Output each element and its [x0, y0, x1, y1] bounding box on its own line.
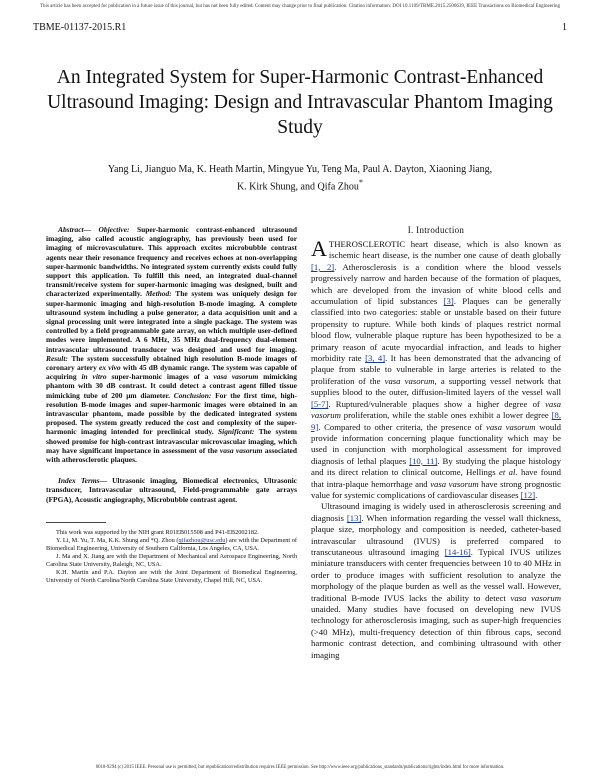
- citation[interactable]: [12]: [520, 489, 536, 500]
- affiliation-footnote-unc: K.H. Martin and P.A. Dayton are with the Joint Department of Biomedical Engineering, University of North Carolina/North Carolina State University, Chapel Hill, NC, USA.: [46, 568, 297, 584]
- citation[interactable]: [1, 2]: [311, 261, 335, 272]
- email-link[interactable]: qifazhou@usc.edu: [178, 536, 226, 544]
- paper-title: An Integrated System for Super-Harmonic Contrast-Enhanced Ultrasound Imaging: Design and Intravascular Phantom Imaging Study: [47, 67, 553, 138]
- affiliation-footnote-usc: Y. Li, M. Yu, T. Ma, K.K. Shung and *Q. Zhou (qifazhou@usc.edu) are with the Department of Biomedical Engineering, University of Southern California, Los Angeles, CA, USA.: [46, 536, 297, 552]
- drop-cap: A: [311, 236, 327, 261]
- citation[interactable]: [13]: [346, 512, 362, 523]
- citation[interactable]: [5-7]: [311, 398, 329, 409]
- citation[interactable]: [14-16]: [444, 546, 471, 557]
- author-line-2: K. Kirk Shung, and Qifa Zhou*: [236, 178, 364, 193]
- method-label: Method:: [145, 289, 172, 299]
- citation[interactable]: [3, 4]: [365, 353, 386, 364]
- funding-footnote: This work was supported by the NIH grant R01EB015508 and P41-EB2002182.: [56, 528, 259, 536]
- citation[interactable]: [10, 11]: [409, 455, 438, 466]
- affiliation-footnote-ncsu: J. Ma and X. Jiang are with the Department of Mechanical and Aerospace Engineering, North Carolina State University, Raleigh, NC, USA.: [46, 552, 297, 568]
- footnotes: [46, 529, 297, 585]
- abstract: Abstract— Objective: Super-harmonic contrast-enhanced ultrasound imaging, also called acoustic angiography, has previously been used for imaging of microvasculature. This approach excites microbubble contrast agents near their resonance frequency and receives echoes at non-overlapping super-harmonic bandwidths. No integrated system currently exists could fully support this application. To fulfill this need, an integrated dual-channel transmit/receive system for super-harmonic imaging was designed, built and characterized experimentally. Method: The system was uniquely design for super-harmonic imaging and high-resolution B-mode imaging. A complete ultrasound system including a pulse generator, a data acquisition unit and a signal processing unit were integrated into a single package. The system was controlled by a field programmable gate array, on which multiple user-defined modes were implemented. A 6 MHz, 35 MHz dual-frequency dual-element intravascular ultrasound transducer was designed and used for imaging. Result: The system successfully obtained high resolution B-mode images of coronary artery ex vivo with 45 dB dynamic range. The system was capable of acquiring in vitro super-harmonic images of a vasa vasorum mimicking phantom with 30 dB contrast. It could detect a contrast agent filled tissue mimicking tube of 200 μm diameter. Conclusion: For the first time, high-resolution B-mode images and super-harmonic images were obtained in an intravascular phantom, made possible by the dedicated integrated system proposed. The system greatly reduced the cost and complexity of the super-harmonic imaging intended for preclinical study. Significant: The system showed promise for high-contrast intravascular microvascular imaging, which may have significant importance in assessment of the vasa vasorum associated with atherosclerotic plaques.: [46, 225, 298, 465]
- left-column: [46, 225, 297, 585]
- objective-label: Objective:: [98, 225, 130, 234]
- copyright-footer: 0018-9294 (c) 2015 IEEE. Personal use is permitted, but republication/redistribution requires IEEE permission. See http://www.ieee.org/publications_standards/publications/rights/index.html for more information.: [95, 765, 505, 770]
- manuscript-id: TBME-01137-2015.R1: [33, 22, 127, 33]
- index-terms: Index Terms— Ultrasonic imaging, Biomedical electronics, Ultrasonic transducer, Intravascular ultrasound, Field-programmable gate arrays (FPGA), Acoustic angiography, Microbubble contrast agent.: [46, 476, 297, 504]
- conclusion-label: Conclusion:: [173, 390, 212, 400]
- significant-label: Significant:: [218, 427, 255, 437]
- right-column: [311, 225, 561, 661]
- page-header: [33, 22, 567, 33]
- page-number: 1: [562, 22, 567, 33]
- publication-notice: This article has been accepted for publication in a future issue of this journal, but has not been fully edited. Content may change prior to final publication. Citation information: DOI 10.1109/TBME.2015.2506639, IEEE Transactions on Biomedical Engineering: [40, 4, 560, 9]
- citation[interactable]: [3]: [443, 296, 454, 307]
- author-line-1: Yang Li, Jianguo Ma, K. Heath Martin, Mingyue Yu, Teng Ma, Paul A. Dayton, Xiaoning Jiang,: [107, 164, 493, 175]
- citation[interactable]: [8, 9]: [311, 410, 562, 432]
- introduction-paragraph-1: ATHEROSCLEROTIC heart disease, which is also known as ischemic heart disease, is the number one cause of death globally [1, 2]. Atherosclerosis is a condition where the blood vessels progressively narrow and harden because of the formation of plaques, which are developed from the invasion of white blood cells and accumulation of lipid substances [3]. Plaques can be generally classified into two categories: stable or unstable based on their future propensity to rupture. While both kinds of plaques restrict normal blood flow, vulnerable plaque rupture has been hypothesized to be a primary reason of acute myocardial infraction, and leads to higher morbidity rate [3, 4]. It has been demonstrated that the advancing of plaque from stable to vulnerable in large arteries is related to the proliferation of the vasa vasorum, a supporting vessel network that supplies blood to the outer, diffusion-limited layers of the vessel wall [5-7]. Ruptured/vulnerable plaques show a higher degree of vasa vasorum proliferation, while the stable ones exhibit a lower degree [8, 9]. Compared to other criteria, the presence of vasa vasorum would provide information concerning plaque functionality which may be used in conjunction with morphological assessment for improved diagnosis of lethal plaques [10, 11]. By studying the plaque histology and its direct relation to clinical outcome, Hellings et al. have found that intra-plaque hemorrhage and vasa vasorum have strong prognostic value for systemic complications of cardiovascular diseases [12].: [311, 236, 562, 500]
- author-list: [60, 163, 540, 193]
- introduction-paragraph-2: Ultrasound imaging is widely used in atherosclerosis screening and diagnosis [13]. When information regarding the vessel wall thickness, plaque size, morphology and composition is needed, catheter-based intravascular ultrasound (IVUS) is preferred compared to transcutaneous ultrasound imaging [14-16]. Typical IVUS utilizes miniature transducers with center frequencies between 10 to 40 MHz in order to produce images with sufficient resolution to analyze the morphology of the plaque burden as well as the vessel wall. However, traditional B-mode IVUS lacks the ability to detect vasa vasorum unaided. Many studies have focused on developing new IVUS technology for atherosclerosis imaging, such as super-high frequencies (>40 MHz), multi-frequency detection of thin fibrous caps, second harmonic contrast detection, and combining ultrasound with other imaging: [311, 501, 561, 660]
- abstract-label: Abstract: [58, 225, 84, 234]
- introduction-body: [311, 236, 562, 661]
- result-label: Result:: [46, 353, 68, 363]
- corresponding-author-mark: *: [358, 178, 364, 187]
- index-terms-label: Index Terms: [58, 476, 100, 486]
- footnote-divider: [46, 522, 106, 523]
- section-heading-introduction: I. Introduction: [407, 225, 465, 235]
